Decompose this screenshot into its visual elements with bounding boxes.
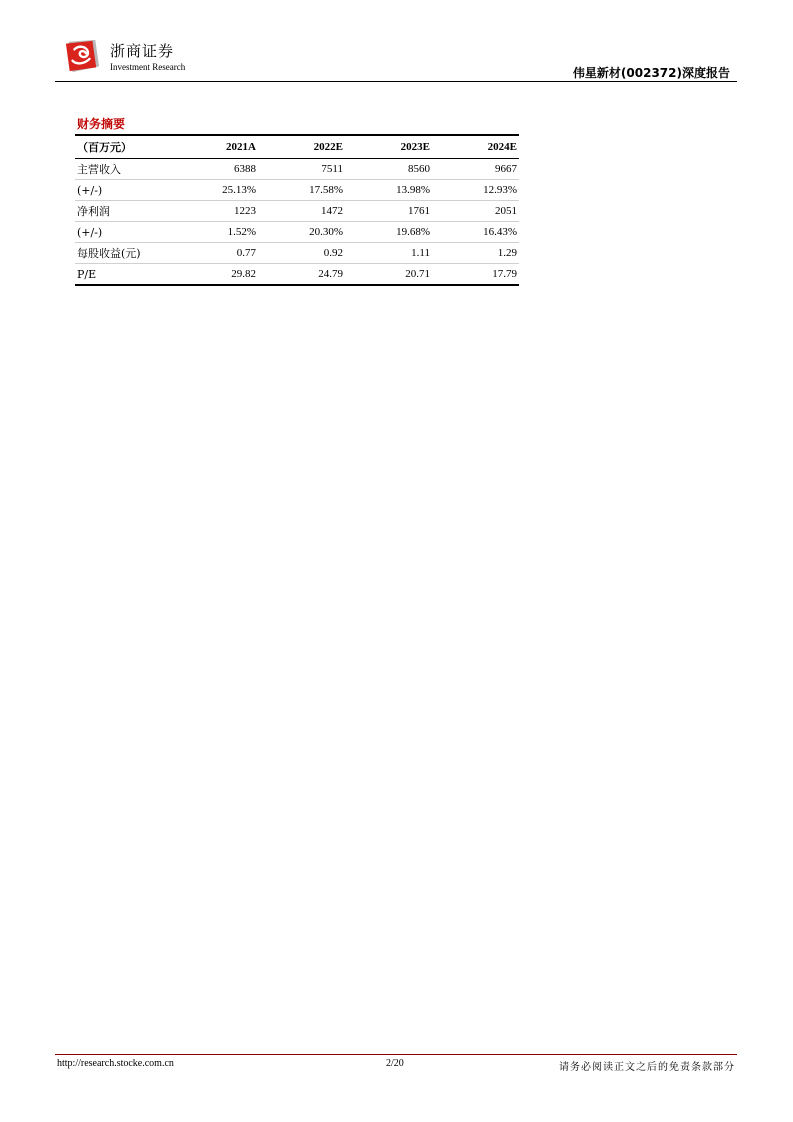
table-row [75, 243, 519, 264]
column-header: 2022E [258, 135, 345, 159]
table-row [75, 180, 519, 201]
table-cell: 2051 [432, 201, 519, 222]
table-cell: 1761 [345, 201, 432, 222]
table-row [75, 264, 519, 286]
table-cell: 19.68% [345, 222, 432, 243]
table-cell: 16.43% [432, 222, 519, 243]
table-row [75, 159, 519, 180]
column-header: 2023E [345, 135, 432, 159]
row-label: (+/-) [75, 180, 171, 201]
financial-summary-table [75, 134, 519, 286]
table-cell: 1.11 [345, 243, 432, 264]
table-cell: 9667 [432, 159, 519, 180]
row-label: P/E [75, 264, 171, 286]
table-cell: 13.98% [345, 180, 432, 201]
table-cell: 1.52% [171, 222, 258, 243]
disclaimer-note: 请务必阅读正文之后的免责条款部分 [559, 1062, 735, 1073]
table-cell: 6388 [171, 159, 258, 180]
page-number: 2/20 [386, 1058, 404, 1069]
table-cell: 29.82 [171, 264, 258, 286]
table-cell: 1472 [258, 201, 345, 222]
table-cell: 7511 [258, 159, 345, 180]
table-cell: 1.29 [432, 243, 519, 264]
section-title: 财务摘要 [77, 117, 126, 131]
brand-name-en: Investment Research [110, 62, 186, 72]
table-cell: 8560 [345, 159, 432, 180]
header-divider [55, 81, 737, 82]
table-cell: 0.92 [258, 243, 345, 264]
footer-divider [55, 1054, 737, 1055]
table-header-row [75, 135, 519, 159]
row-label: 每股收益(元) [75, 243, 171, 264]
column-header: 2024E [432, 135, 519, 159]
column-header: 2021A [171, 135, 258, 159]
table-cell: 12.93% [432, 180, 519, 201]
table-cell: 17.79 [432, 264, 519, 286]
zheshang-logo-icon [63, 38, 101, 74]
table-cell: 24.79 [258, 264, 345, 286]
brand-name-cn: 浙商证券 [110, 42, 175, 60]
table-cell: 20.71 [345, 264, 432, 286]
report-title: 伟星新材(002372)深度报告 [572, 66, 730, 80]
row-label: (+/-) [75, 222, 171, 243]
footer-url-link[interactable]: http://research.stocke.com.cn [57, 1058, 174, 1069]
table-cell: 17.58% [258, 180, 345, 201]
row-label: 净利润 [75, 201, 171, 222]
unit-label: （百万元） [75, 135, 171, 159]
table-cell: 20.30% [258, 222, 345, 243]
table-cell: 0.77 [171, 243, 258, 264]
table-cell: 25.13% [171, 180, 258, 201]
table-row [75, 201, 519, 222]
table-cell: 1223 [171, 201, 258, 222]
row-label: 主营收入 [75, 159, 171, 180]
table-row [75, 222, 519, 243]
page-header [0, 0, 793, 84]
